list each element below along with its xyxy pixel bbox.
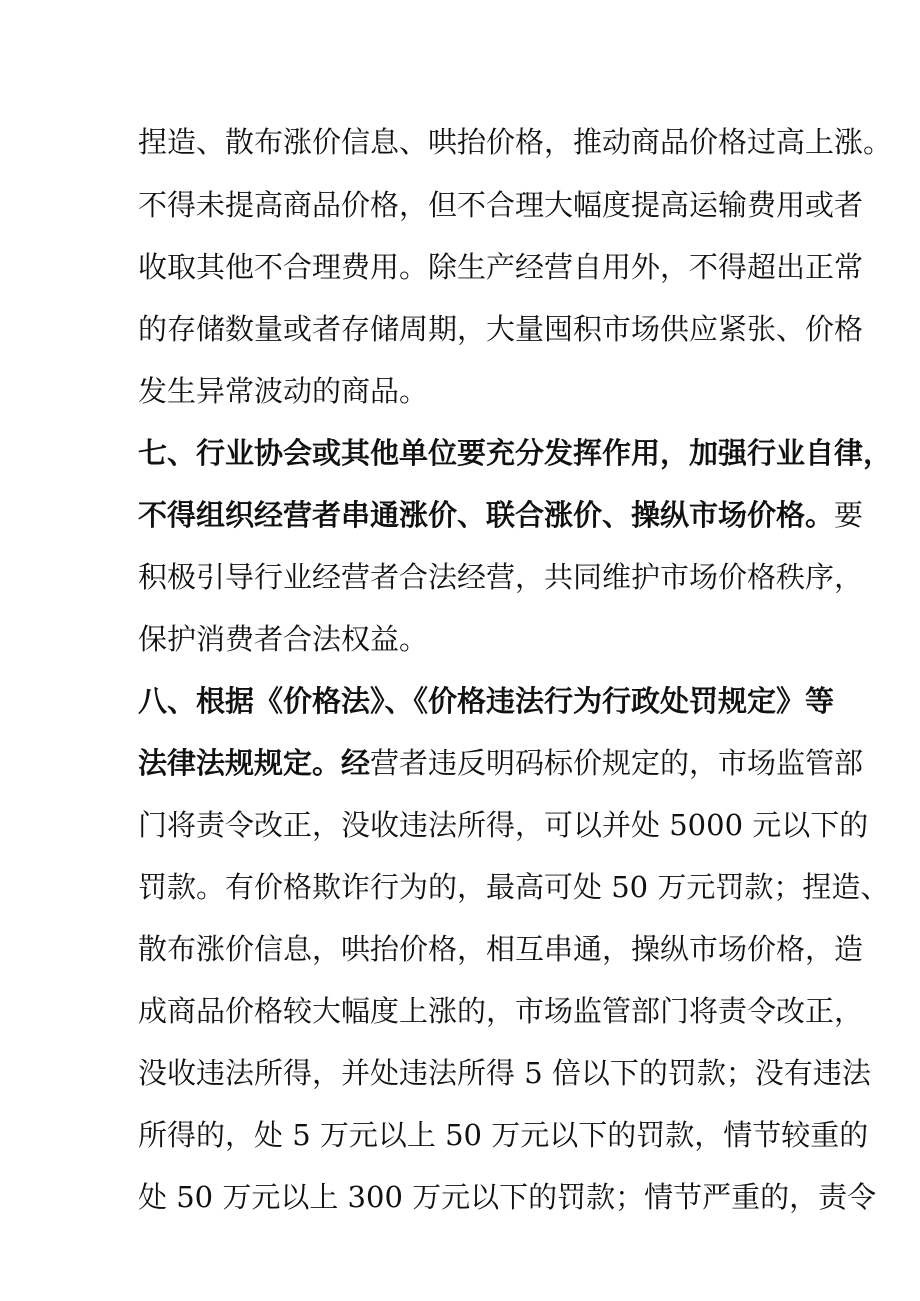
paragraph-line: 发生异常波动的商品。 bbox=[138, 374, 429, 408]
paragraph-line: 保护消费者合法权益。 bbox=[138, 622, 429, 656]
section-heading-seven-cont: 不得组织经营者串通涨价、联合涨价、操纵市场价格。 bbox=[138, 498, 835, 532]
paragraph-line: 成商品价格较大幅度上涨的，市场监管部门将责令改正， bbox=[138, 994, 864, 1028]
paragraph-text: 营者违反明码标价规定的，市场监管部 bbox=[370, 746, 864, 780]
paragraph-line: 没收违法所得，并处违法所得 5 倍以下的罚款；没有违法 bbox=[138, 1056, 871, 1090]
paragraph-line: 门将责令改正，没收违法所得，可以并处 5000 元以下的 bbox=[138, 808, 869, 842]
paragraph-line: 收取其他不合理费用。除生产经营自用外，不得超出正常 bbox=[138, 250, 864, 284]
section-heading-eight-cont: 法律法规规定。经 bbox=[138, 746, 371, 780]
paragraph-line: 罚款。有价格欺诈行为的，最高可处 50 万元罚款；捏造、 bbox=[138, 870, 890, 904]
section-heading-eight: 八、根据《价格法》、《价格违法行为行政处罚规定》等 bbox=[138, 684, 835, 718]
paragraph-line: 所得的，处 5 万元以上 50 万元以下的罚款，情节较重的 bbox=[138, 1118, 869, 1152]
paragraph-line: 积极引导行业经营者合法经营，共同维护市场价格秩序， bbox=[138, 560, 864, 594]
paragraph-line: 捏造、散布涨价信息、哄抬价格，推动商品价格过高上涨。 bbox=[138, 125, 893, 159]
paragraph-line: 散布涨价信息，哄抬价格，相互串通，操纵市场价格，造 bbox=[138, 932, 864, 966]
paragraph-line: 处 50 万元以上 300 万元以下的罚款；情节严重的，责令 bbox=[138, 1180, 877, 1214]
paragraph-line bbox=[138, 743, 863, 783]
paragraph-line: 的存储数量或者存储周期，大量囤积市场供应紧张、价格 bbox=[138, 312, 864, 346]
paragraph-text: 要 bbox=[834, 498, 864, 532]
paragraph-line bbox=[138, 495, 863, 535]
section-heading-seven: 七、行业协会或其他单位要充分发挥作用，加强行业自律， bbox=[138, 436, 893, 470]
paragraph-line: 不得未提高商品价格，但不合理大幅度提高运输费用或者 bbox=[138, 188, 864, 222]
